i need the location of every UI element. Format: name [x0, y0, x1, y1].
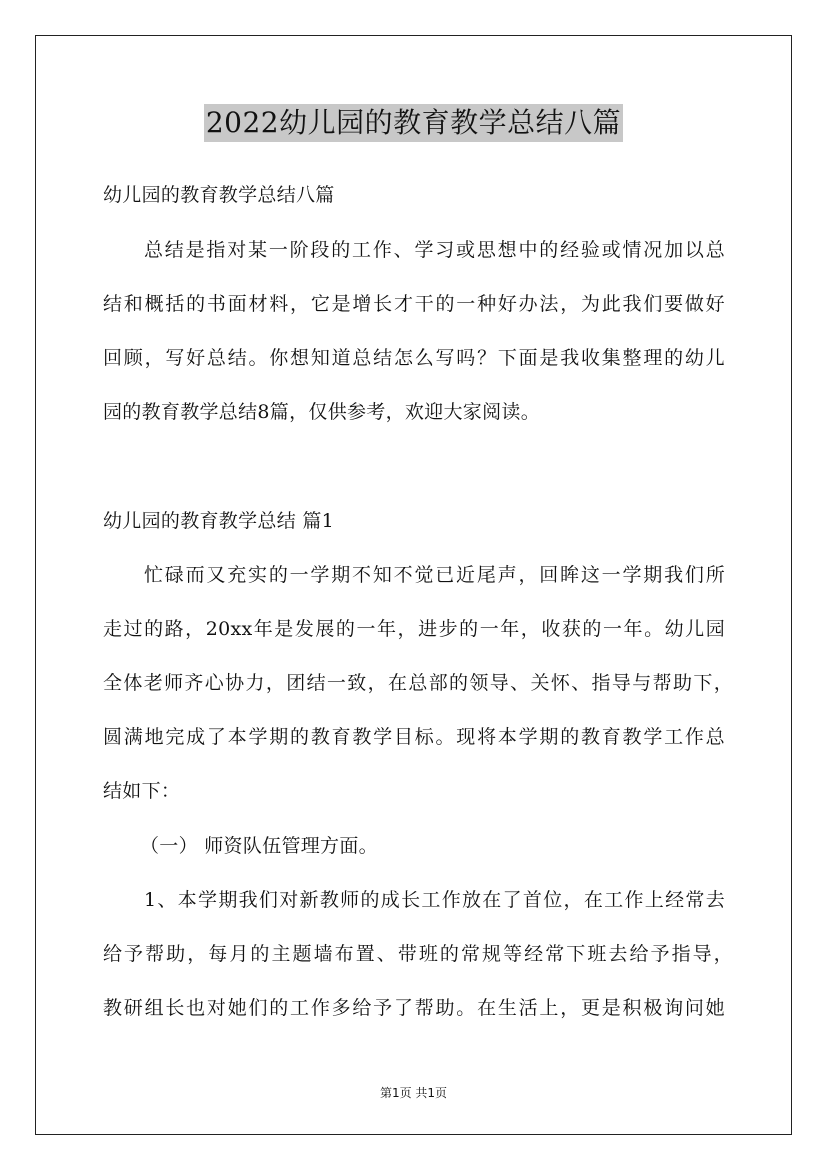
item-line-2: 给予帮助，每月的主题墙布置、带班的常规等经常下班去给予指导，: [103, 943, 733, 965]
item-line-1: 1、本学期我们对新教师的成长工作放在了首位，在工作上经常去: [144, 889, 725, 911]
item-line-3: 教研组长也对她们的工作多给予了帮助。在生活上，更是积极询问她: [103, 997, 725, 1019]
section-line-1: 忙碌而又充实的一学期不知不觉已近尾声，回眸这一学期我们所: [144, 564, 725, 586]
page-number-footer: 第1页 共1页: [379, 1086, 448, 1100]
title-container: [0, 104, 827, 142]
subheading: （一） 师资队伍管理方面。: [140, 835, 378, 857]
section-line-5: 结如下：: [103, 780, 181, 802]
intro-line-4: 园的教育教学总结8篇，仅供参考，欢迎大家阅读。: [103, 401, 540, 423]
section-heading: 幼儿园的教育教学总结 篇1: [103, 510, 335, 532]
document-subtitle: 幼儿园的教育教学总结八篇: [103, 184, 335, 206]
section-line-2: 走过的路，20xx年是发展的一年，进步的一年，收获的一年。幼儿园: [103, 618, 725, 640]
section-line-3: 全体老师齐心协力，团结一致，在总部的领导、关怀、指导与帮助下，: [103, 672, 733, 694]
document-title: 2022幼儿园的教育教学总结八篇: [204, 104, 623, 142]
intro-line-2: 结和概括的书面材料，它是增长才干的一种好办法，为此我们要做好: [103, 293, 725, 315]
section-line-4: 圆满地完成了本学期的教育教学目标。现将本学期的教育教学工作总: [103, 726, 725, 748]
intro-line-1: 总结是指对某一阶段的工作、学习或思想中的经验或情况加以总: [144, 239, 725, 261]
intro-line-3: 回顾，写好总结。你想知道总结怎么写吗？下面是我收集整理的幼儿: [103, 347, 725, 369]
